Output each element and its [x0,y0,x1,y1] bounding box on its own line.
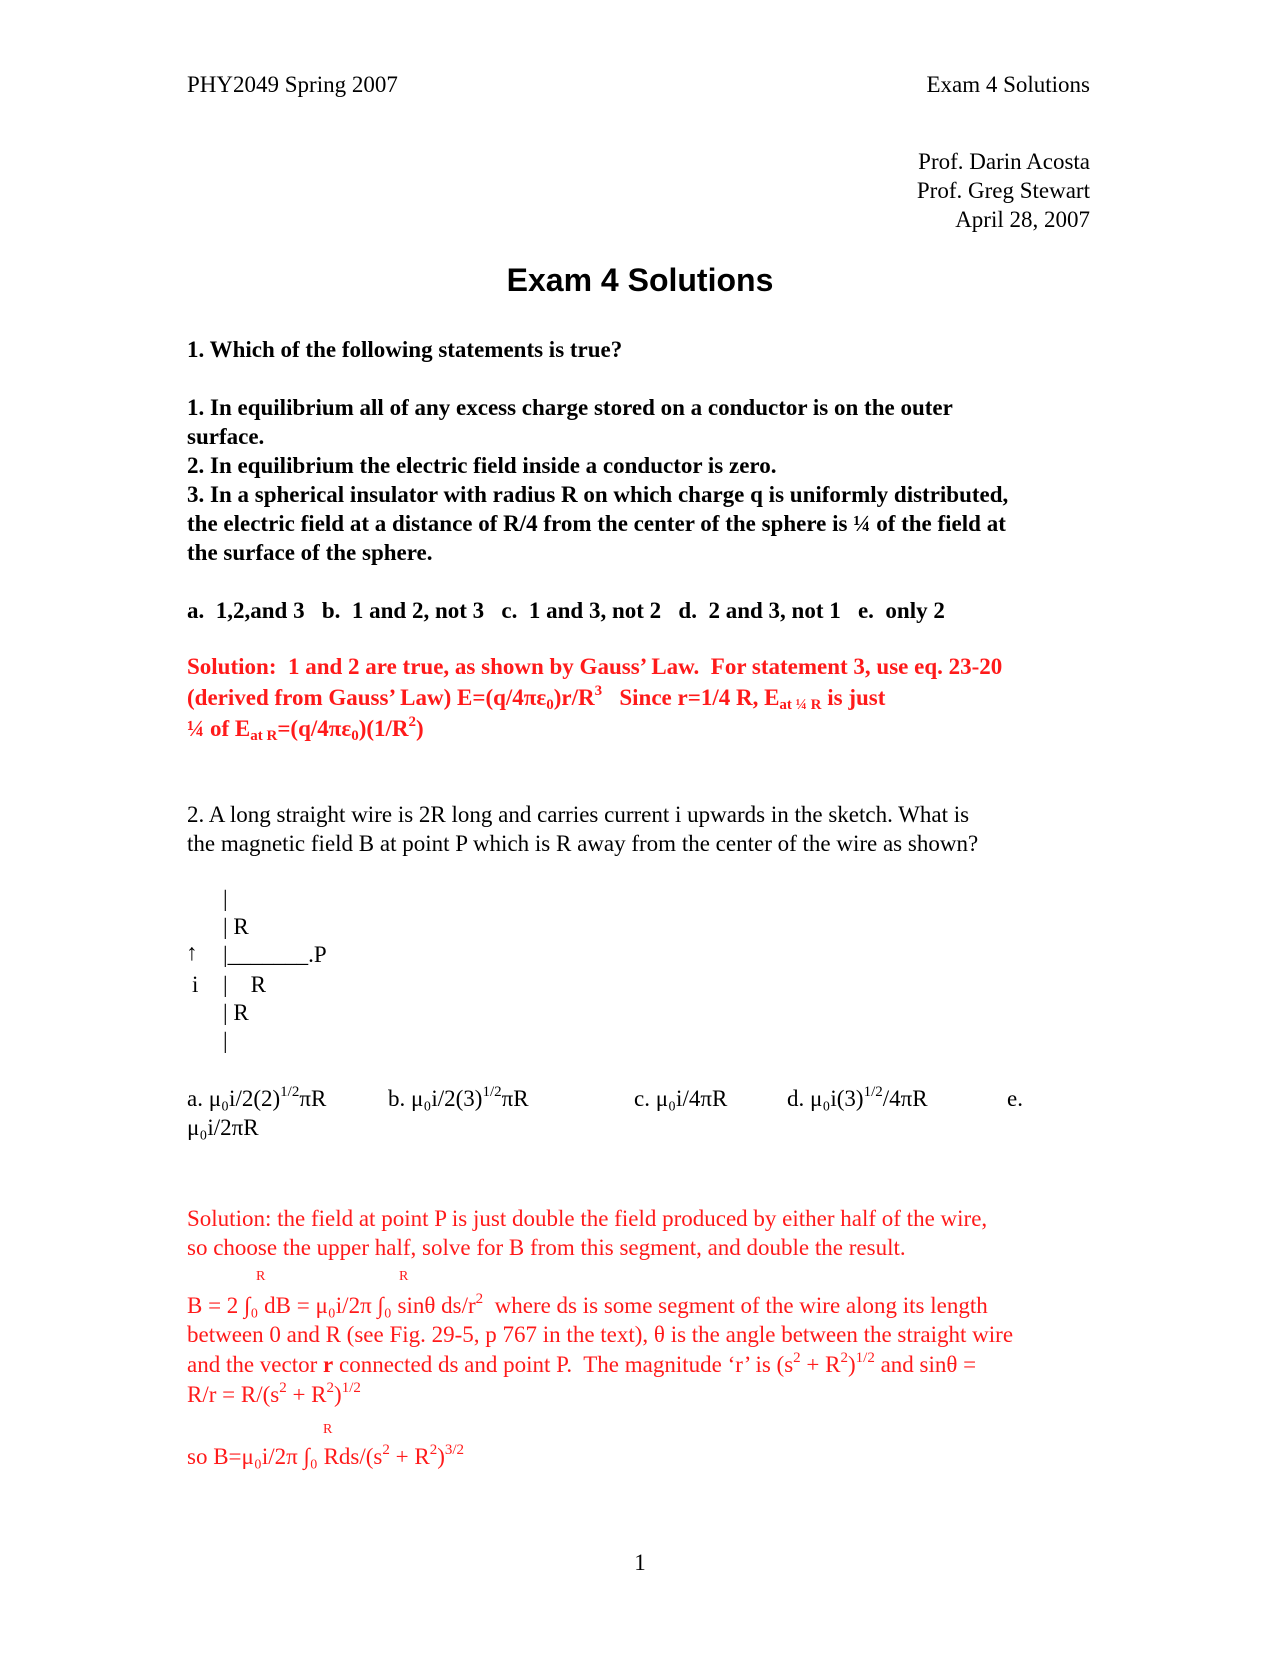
prof-acosta: Prof. Darin Acosta [918,149,1090,174]
distance-segment-to-p: |_______.P [223,942,327,967]
q2-choice-d: d. $\mu_0i(3)^{1/2}/4\pi R$ [787,1084,928,1111]
page-number: 1 [634,1550,646,1575]
q2-solution-line1: Solution: the field at point P is just double the field produced by either half of the wire, [187,1206,988,1231]
q1-question: 1. Which of the following statements is true? [187,337,623,362]
q2-question-line2: the magnetic field B at point P which is R away from the center of the wire as shown? [187,831,979,856]
q1-statement-1a: 1. In equilibrium all of any excess charge stored on a conductor is on the outer [187,395,953,420]
q2-choice-e-label: e. [1007,1086,1023,1111]
q2-equation-line2: between 0 and R (see Fig. 29-5, p 767 in the text), θ is the angle between the straight wire [187,1322,1014,1347]
q1-statement-2: 2. In equilibrium the electric field inside a conductor is zero. [187,453,777,478]
doc-label: Exam 4 Solutions [926,72,1090,97]
q2-choice-b: b. μ₀i/$2(3)^{1/2}\pi R$ [388,1084,529,1111]
distance-label: | R [223,972,266,997]
q2-choice-c: c. μ₀i/4πR [634,1086,728,1111]
q2-solution-line2: so choose the upper half, solve for B from this segment, and double the result. [187,1235,906,1260]
integral-limit-2: R [399,1269,409,1284]
q1-solution-line1: Solution: 1 and 2 are true, as shown by Gauss’ Law. For statement 3, use eq. 23-20 [187,654,1003,679]
q2-choice-a: a. μ₀i/$2(2)^{1/2}\pi R$ [187,1084,327,1111]
current-label: i [192,972,199,997]
integral-limit-1: R [256,1269,266,1284]
q2-equation-line4: $R/r = R/(s^2 + R^2)^{1/2}$ [187,1380,361,1407]
integral-limit-3: R [323,1422,333,1437]
prof-stewart: Prof. Greg Stewart [916,178,1090,203]
course-label: PHY2049 Spring 2007 [187,72,398,97]
q2-equation-line3: and the vector r connected ds and point P. The magnitude ‘r’ is $(s^2 + R^2)^{1/2}$ and sinθ = [187,1350,977,1377]
q1-solution-line2: (derived from Gauss’ Law) $E=(q/4\pi\varepsilon_0)r/R^3$ Since r=1/4 R, $E_{at \frac{1}{4} R}$ is just [187,683,886,713]
q1-statement-1b: surface. [187,424,265,449]
q1-choices: a. 1,2,and 3 b. 1 and 2, not 3 c. 1 and 3, not 2 d. 2 and 3, not 1 e. only 2 [187,598,945,623]
q2-equation-line5: so B=μ₀i/2π ∫₀ Rds/$(s^2 + R^2)^{3/2}$ [187,1442,465,1469]
wire-lower-length-label: | R [223,1000,249,1025]
q1-solution-line3: ¼ of $E_{at R}=(q/4\pi\varepsilon_0)(1/R^2)$ [187,714,424,744]
exam-date: April 28, 2007 [955,207,1090,232]
q1-statement-3b: the electric field at a distance of R/4 from the center of the sphere is ¼ of the field at [187,511,1006,536]
page-title: Exam 4 Solutions [506,262,774,298]
wire-top-segment: | [223,886,228,911]
q1-statement-3c: the surface of the sphere. [187,540,433,565]
q2-question-line1: 2. A long straight wire is 2R long and carries current i upwards in the sketch. What is [187,802,970,827]
wire-upper-length-label: | R [223,914,249,939]
q2-equation-line1: B = 2 ∫₀ dB = μ₀i/2π ∫₀ sinθ $ds/r^2$ where ds is some segment of the wire along its length [187,1291,988,1318]
wire-bottom-segment: | [223,1028,228,1053]
q1-statement-3a: 3. In a spherical insulator with radius R on which charge q is uniformly distributed, [187,482,1009,507]
current-arrow-icon: ↑ [186,940,198,965]
q2-choice-e-value: μ₀i/2πR [187,1115,259,1140]
